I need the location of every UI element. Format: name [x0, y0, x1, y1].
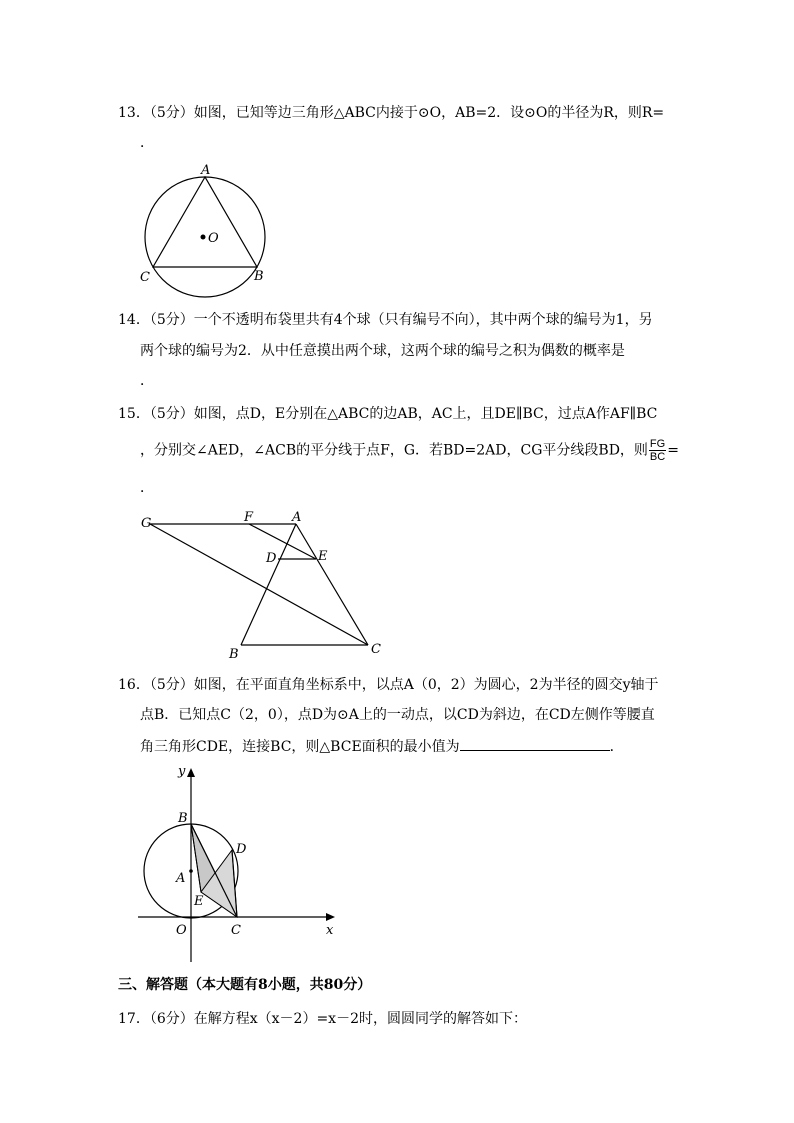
q16-answer-blank [460, 736, 610, 751]
q16-label-O: O [176, 923, 187, 938]
q13-figure [130, 160, 280, 300]
q13-center-dot [201, 235, 206, 240]
q17-score: （6分） [149, 1011, 194, 1027]
q14-line1 [118, 310, 653, 330]
q14-score: （5分） [149, 312, 194, 328]
q14-number: 14． [118, 312, 150, 328]
q16-number: 16． [118, 677, 150, 693]
q17-line1 [118, 1009, 527, 1029]
q13-score: （5分） [149, 105, 194, 121]
q15-frac-num: FG [649, 438, 666, 450]
q13-label-C: C [140, 270, 150, 285]
q15-label-B: B [229, 647, 239, 662]
q16-label-B: B [178, 811, 188, 826]
q15-frac-den: BC [649, 451, 666, 463]
q15-line1 [118, 404, 657, 424]
q15-line3: ． [140, 480, 154, 496]
q16-label-E: E [194, 894, 204, 909]
q16-score: （5分） [149, 677, 194, 693]
q15-label-D: D [266, 551, 277, 566]
q15-line-AB [241, 524, 296, 645]
q14-text: 一个不透明布袋里共有4个球（只有编号不向），其中两个球的编号为1，另 [193, 312, 653, 328]
q13-text: 如图，已知等边三角形△ABC内接于⊙O，AB=2．设⊙O的半径为R，则R= [193, 105, 665, 121]
q16-period: ． [609, 739, 624, 755]
q16-label-A: A [176, 871, 186, 886]
q13-label-O: O [208, 231, 219, 246]
q15-fraction [649, 438, 666, 463]
q16-line3 [140, 736, 624, 757]
q15-line-GC [150, 524, 368, 645]
q15-score: （5分） [149, 406, 194, 422]
q15-label-G: G [141, 516, 152, 531]
q14-line3: ． [140, 373, 154, 389]
q14-line2: 两个球的编号为2．从中任意摸出两个球，这两个球的编号之积为偶数的概率是 [140, 343, 625, 359]
q13-line1 [118, 103, 664, 123]
q15-number: 15． [118, 406, 150, 422]
q13-label-B: B [254, 269, 264, 284]
q15-label-E: E [318, 549, 328, 564]
q15-line-AC [296, 524, 368, 645]
q13-label-A: A [201, 163, 211, 178]
q15-figure [138, 505, 388, 665]
q16-text: 如图，在平面直角坐标系中，以点A（0，2）为圆心，2为半径的圆交y轴于 [193, 677, 659, 693]
q15-equals: = [667, 442, 679, 459]
q15-line2 [140, 438, 679, 463]
q17-text: 在解方程x（x－2）=x－2时，圆圆同学的解答如下： [193, 1011, 527, 1027]
q15-label-F: F [244, 510, 254, 525]
q16-label-C: C [231, 923, 241, 938]
q16-line2: 点B．已知点C（2，0），点D为⊙A上的一动点，以CD为斜边，在CD左侧作等腰直 [140, 707, 655, 723]
q17-number: 17． [118, 1011, 150, 1027]
q16-figure [130, 762, 350, 967]
q16-y-arrow [187, 768, 195, 777]
q16-x-arrow [326, 913, 335, 921]
q13-number: 13． [118, 105, 150, 121]
q13-line2: ． [140, 135, 154, 151]
q15-text2: ，分别交∠AED，∠ACB的平分线于点F，G．若BD=2AD，CG平分线段BD，则 [140, 442, 648, 459]
q15-label-C: C [371, 642, 381, 657]
q16-text3: 角三角形CDE，连接BC，则△BCE面积的最小值为 [140, 739, 460, 755]
q16-point-A [189, 869, 193, 873]
q16-label-x: x [326, 923, 334, 938]
q15-text: 如图，点D，E分别在△ABC的边AB，AC上，且DE∥BC，过点A作AF∥BC [193, 406, 658, 422]
section3-title: 三、解答题（本大题有8小题，共80分） [118, 977, 372, 993]
q13-triangle [153, 177, 257, 267]
q16-line1 [118, 675, 659, 695]
q16-label-D: D [236, 842, 247, 857]
q16-label-y: y [178, 764, 186, 779]
q15-label-A: A [292, 510, 302, 525]
